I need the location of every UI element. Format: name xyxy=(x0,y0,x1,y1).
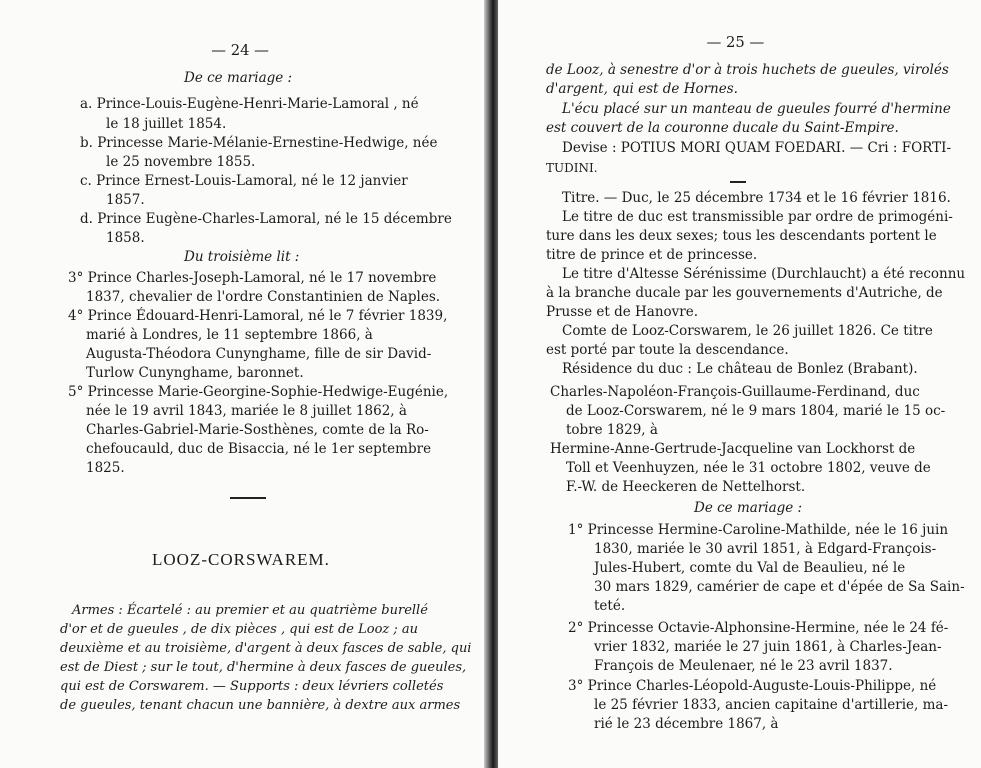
text-line: 30 mars 1829, camérier de cape et d'épée de Sa Sain- xyxy=(594,579,965,595)
text-line: le 18 juillet 1854. xyxy=(106,116,227,132)
text-line: 1858. xyxy=(106,230,145,246)
text-line: 1825. xyxy=(86,460,125,476)
section-divider xyxy=(730,181,746,183)
text-line: d. Prince Eugène-Charles-Lamoral, né le 15 décembre xyxy=(80,211,452,227)
armes-line: de gueules, tenant chacun une bannière, à dextre aux armes xyxy=(60,698,461,713)
text-line: Devise : POTIUS MORI QUAM FOEDARI. — Cri : FORTI- xyxy=(562,140,952,156)
text-line: De ce mariage : xyxy=(184,70,293,86)
armes-line: d'or et de gueules , de dix pièces , qui est de Looz ; au xyxy=(60,622,419,637)
text-line: 1830, mariée le 30 avril 1851, à Edgard-François- xyxy=(594,541,937,557)
text-line: Charles-Napoléon-François-Guillaume-Ferdinand, duc xyxy=(550,384,920,400)
text-line: L'écu placé sur un manteau de gueules fourré d'hermine xyxy=(562,101,951,117)
text-line: Jules-Hubert, comte du Val de Beaulieu, né le xyxy=(594,560,906,576)
text-line: 1837, chevalier de l'ordre Constantinien de Naples. xyxy=(86,289,441,305)
text-line: ture dans les deux sexes; tous les descendants portent le xyxy=(546,228,937,244)
text-line: a. Prince-Louis-Eugène-Henri-Marie-Lamoral , né xyxy=(80,96,419,112)
text-line: Titre. — Duc, le 25 décembre 1734 et le 16 février 1816. xyxy=(562,190,951,206)
text-line: marié à Londres, le 11 septembre 1866, à xyxy=(86,327,373,343)
text-line: Prusse et de Hanovre. xyxy=(546,304,699,320)
text-line: 1° Princesse Hermine-Caroline-Mathilde, née le 16 juin xyxy=(568,522,949,538)
text-line: Résidence du duc : Le château de Bonlez (Brabant). xyxy=(562,361,918,377)
right-page xyxy=(498,0,981,768)
text-line: titre de prince et de princesse. xyxy=(546,247,758,263)
text-line: est couvert de la couronne ducale du Saint-Empire. xyxy=(546,120,899,136)
text-line: le 25 février 1833, ancien capitaine d'artillerie, ma- xyxy=(594,697,949,713)
text-line: F.-W. de Heeckeren de Nettelhorst. xyxy=(566,479,806,495)
armes-line: est de Diest ; sur le tout, d'hermine à deux fasces de gueules, xyxy=(60,660,467,675)
text-line: Turlow Cunynghame, baronnet. xyxy=(86,365,304,381)
armes-line: Armes : Écartelé : au premier et au quatrième burellé xyxy=(72,603,428,618)
text-line: Le titre de duc est transmissible par ordre de primogéni- xyxy=(562,209,953,225)
text-line: de Looz, à senestre d'or à trois huchets de gueules, virolés xyxy=(546,62,949,78)
text-line: est porté par toute la descendance. xyxy=(546,342,789,358)
text-line: 5° Princesse Marie-Georgine-Sophie-Hedwige-Eugénie, xyxy=(68,384,449,400)
text-line: tobre 1829, à xyxy=(566,422,658,438)
text-line: Comte de Looz-Corswarem, le 26 juillet 1826. Ce titre xyxy=(562,323,933,339)
text-line: 4° Prince Édouard-Henri-Lamoral, né le 7 février 1839, xyxy=(68,308,448,324)
text-line: à la branche ducale par les gouvernements d'Autriche, de xyxy=(546,285,943,301)
armes-line: qui est de Corswarem. — Supports : deux lévriers colletés xyxy=(60,679,444,694)
text-line: Charles-Gabriel-Marie-Sosthènes, comte de la Ro- xyxy=(86,422,429,438)
text-line: de Looz-Corswarem, né le 9 mars 1804, marié le 15 oc- xyxy=(566,403,946,419)
page-number-right: — 25 — xyxy=(706,33,765,51)
section-divider xyxy=(230,497,266,499)
section-title: LOOZ-CORSWAREM. xyxy=(152,550,330,569)
text-line: François de Meulenaer, né le 23 avril 1837. xyxy=(594,658,893,674)
text-line: Du troisième lit : xyxy=(184,249,300,265)
text-line: rié le 23 décembre 1867, à xyxy=(594,716,779,732)
text-line: 3° Prince Charles-Joseph-Lamoral, né le 17 novembre xyxy=(68,270,437,286)
text-line: b. Princesse Marie-Mélanie-Ernestine-Hedwige, née xyxy=(80,135,438,151)
text-line: teté. xyxy=(594,598,626,614)
text-line: Augusta-Théodora Cunynghame, fille de sir David- xyxy=(86,346,432,362)
text-line: 1857. xyxy=(106,192,145,208)
text-line: Le titre d'Altesse Sérénissime (Durchlaucht) a été reconnu xyxy=(562,266,966,282)
text-line: née le 19 avril 1843, mariée le 8 juillet 1862, à xyxy=(86,403,407,419)
text-line: c. Prince Ernest-Louis-Lamoral, né le 12 janvier xyxy=(80,173,408,189)
armes-line: deuxième et au troisième, d'argent à deux fasces de sable, qui xyxy=(60,641,472,656)
text-line: 2° Princesse Octavie-Alphonsine-Hermine, née le 24 fé- xyxy=(568,620,949,636)
text-line: 3° Prince Charles-Léopold-Auguste-Louis-Philippe, né xyxy=(568,678,937,694)
text-line: vrier 1832, mariée le 27 juin 1861, à Charles-Jean- xyxy=(594,639,942,655)
text-line: TUDINI. xyxy=(546,161,598,175)
text-line: Toll et Veenhuyzen, née le 31 octobre 1802, veuve de xyxy=(566,460,931,476)
text-line: De ce mariage : xyxy=(694,500,803,516)
page-number-left: — 24 — xyxy=(211,41,269,59)
left-page xyxy=(0,0,488,768)
text-line: chefoucauld, duc de Bisaccia, né le 1er septembre xyxy=(86,441,432,457)
text-line: le 25 novembre 1855. xyxy=(106,154,256,170)
text-line: d'argent, qui est de Hornes. xyxy=(546,81,738,97)
text-line: Hermine-Anne-Gertrude-Jacqueline van Lockhorst de xyxy=(550,441,916,457)
